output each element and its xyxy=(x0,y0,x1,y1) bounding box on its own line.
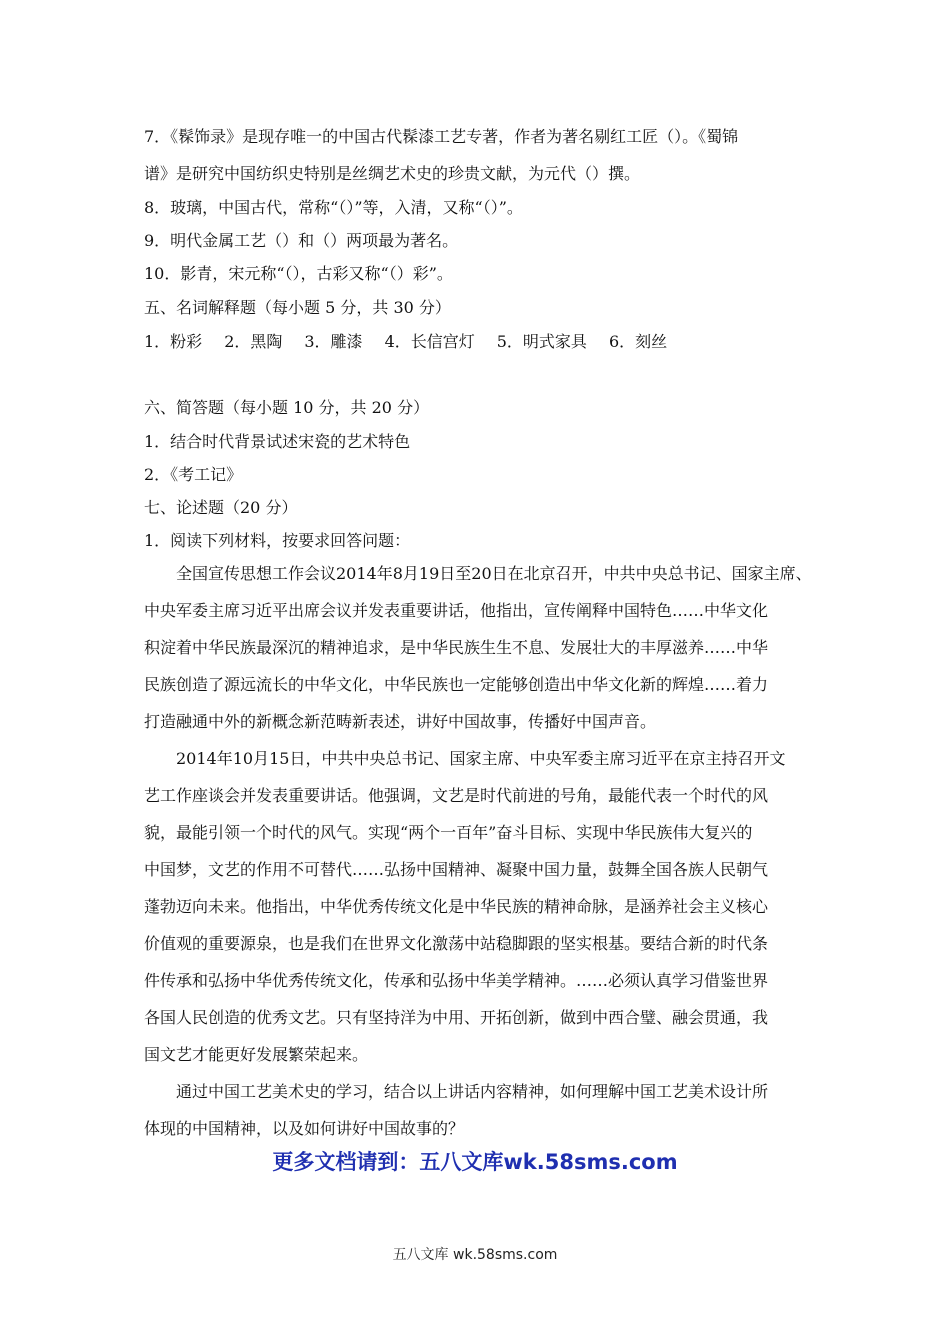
material-paragraph-1 xyxy=(144,555,812,740)
section-6-heading: 六、简答题（每小题 10 分，共 20 分） xyxy=(144,398,430,417)
section-7-question-1: 1．阅读下列材料，按要求回答问题： xyxy=(144,531,411,550)
paragraph-line: 中国梦，文艺的作用不可替代……弘扬中国精神、凝聚中国力量，鼓舞全国各族人民朝气 xyxy=(144,860,769,879)
term-item: 6．刻丝 xyxy=(608,332,668,351)
term-item: 1．粉彩 xyxy=(144,332,203,351)
paragraph-line: 打造融通中外的新概念新范畴新表述，讲好中国故事，传播好中国声音。 xyxy=(144,712,657,731)
term-item: 5．明式家具 xyxy=(496,332,587,351)
paragraph-line: 蓬勃迈向未来。他指出，中华优秀传统文化是中华民族的精神命脉，是涵养社会主义核心 xyxy=(144,897,769,916)
section-5-heading: 五、名词解释题（每小题 5 分，共 30 分） xyxy=(144,298,451,317)
question-7-line2: 谱》是研究中国纺织史特别是丝绸艺术史的珍贵文献，为元代（）撰。 xyxy=(144,164,641,183)
term-item: 4．长信宫灯 xyxy=(384,332,475,351)
paragraph-line: 各国人民创造的优秀文艺。只有坚持洋为中用、开拓创新，做到中西合璧、融会贯通，我 xyxy=(144,1008,769,1027)
paragraph-line: 民族创造了源远流长的中华文化，中华民族也一定能够创造出中华文化新的辉煌……着力 xyxy=(144,675,769,694)
paragraph-line: 国文艺才能更好发展繁荣起来。 xyxy=(144,1045,369,1064)
section-6-question-1: 1．结合时代背景试述宋瓷的艺术特色 xyxy=(144,432,411,451)
term-list xyxy=(144,332,814,352)
paragraph-line: 通过中国工艺美术史的学习，结合以上讲话内容精神，如何理解中国工艺美术设计所 xyxy=(176,1082,769,1101)
paragraph-line: 积淀着中华民族最深沉的精神追求，是中华民族生生不息、发展壮大的丰厚滋养……中华 xyxy=(144,638,769,657)
question-10: 10．影青，宋元称“（），古彩又称“（）彩”。 xyxy=(144,264,453,283)
question-prompt xyxy=(144,1073,808,1147)
paragraph-line: 价值观的重要源泉，也是我们在世界文化激荡中站稳脚跟的坚实根基。要结合新的时代条 xyxy=(144,934,769,953)
term-item: 3．雕漆 xyxy=(304,332,363,351)
paragraph-line: 貌，最能引领一个时代的风气。实现“两个一百年”奋斗目标、实现中华民族伟大复兴的 xyxy=(144,823,753,842)
paragraph-line: 件传承和弘扬中华优秀传统文化，传承和弘扬中华美学精神。……必须认真学习借鉴世界 xyxy=(144,971,769,990)
paragraph-line: 体现的中国精神，以及如何讲好中国故事的？ xyxy=(144,1119,465,1138)
promo-link[interactable]: 更多文档请到：五八文库wk.58sms.com xyxy=(272,1150,678,1174)
section-7-heading: 七、论述题（20 分） xyxy=(144,498,298,517)
question-7-line1: 7．《髹饰录》是现存唯一的中国古代髹漆工艺专著，作者为著名剔红工匠（）。《蜀锦 xyxy=(144,127,739,146)
paragraph-line: 艺工作座谈会并发表重要讲话。他强调，文艺是时代前进的号角，最能代表一个时代的风 xyxy=(144,786,769,805)
term-item: 2．黑陶 xyxy=(224,332,283,351)
paragraph-line: 2014年10月15日，中共中央总书记、国家主席、中央军委主席习近平在京主持召开文 xyxy=(176,749,786,768)
question-9: 9．明代金属工艺（）和（）两项最为著名。 xyxy=(144,231,459,250)
paragraph-line: 全国宣传思想工作会议2014年8月19日至20日在北京召开，中共中央总书记、国家主席、 xyxy=(176,564,812,583)
section-6-question-2: 2．《考工记》 xyxy=(144,465,243,484)
page-footer: 五八文库 wk.58sms.com xyxy=(392,1247,558,1263)
question-8: 8．玻璃，中国古代，常称“（）”等，入清，又称“（）”。 xyxy=(144,198,523,217)
material-paragraph-2 xyxy=(144,740,808,1073)
paragraph-line: 中央军委主席习近平出席会议并发表重要讲话，他指出，宣传阐释中国特色……中华文化 xyxy=(144,601,769,620)
